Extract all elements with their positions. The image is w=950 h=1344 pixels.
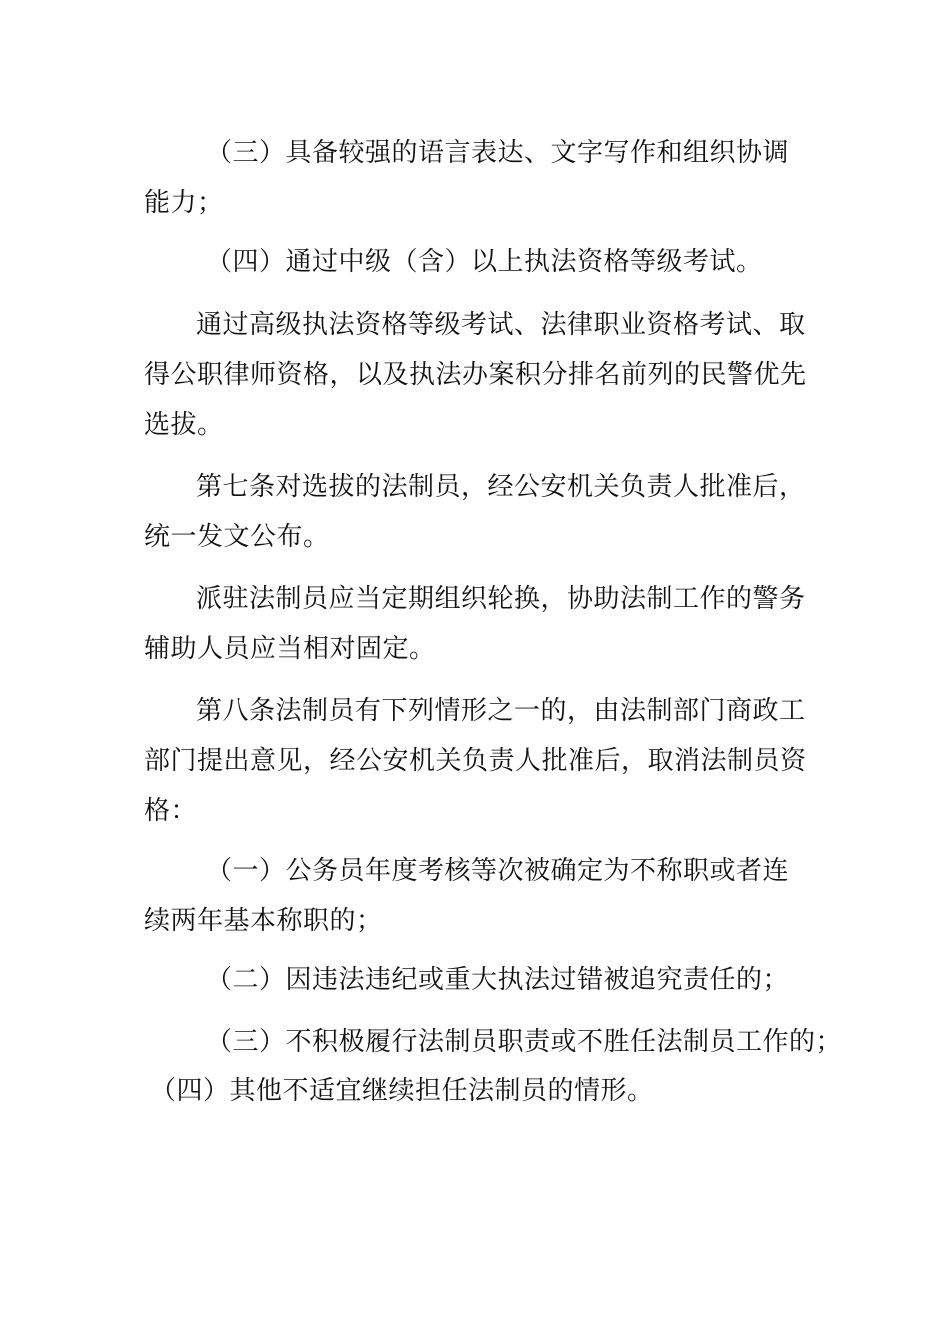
paragraph-case-1: （一）公务员年度考核等次被确定为不称职或者连续两年基本称职的； xyxy=(144,856,790,936)
paragraph-case-3: （三）不积极履行法制员职责或不胜任法制员工作的； xyxy=(206,1027,843,1057)
paragraph-rotation: 派驻法制员应当定期组织轮换，协助法制工作的警务辅助人员应当相对固定。 xyxy=(144,584,806,664)
paragraph-item-3-ability: （三）具备较强的语言表达、文字写作和组织协调能力； xyxy=(144,138,790,218)
paragraph-priority-selection: 通过高级执法资格等级考试、法律职业资格考试、取得公职律师资格，以及执法办案积分排名前列的民警优先选拔。 xyxy=(144,310,807,440)
paragraph-case-2: （二）因违法违纪或重大执法过错被追究责任的； xyxy=(206,965,790,995)
paragraph-article-7: 第七条对选拔的法制员，经公安机关负责人批准后，统一发文公布。 xyxy=(144,472,806,552)
paragraph-case-4: （四）其他不适宜继续担任法制员的情形。 xyxy=(150,1076,654,1106)
paragraph-article-8: 第八条法制员有下列情形之一的，由法制部门商政工部门提出意见，经公安机关负责人批准后，取消法制员资格： xyxy=(144,696,807,826)
paragraph-item-4-exam: （四）通过中级（含）以上执法资格等级考试。 xyxy=(206,247,763,277)
